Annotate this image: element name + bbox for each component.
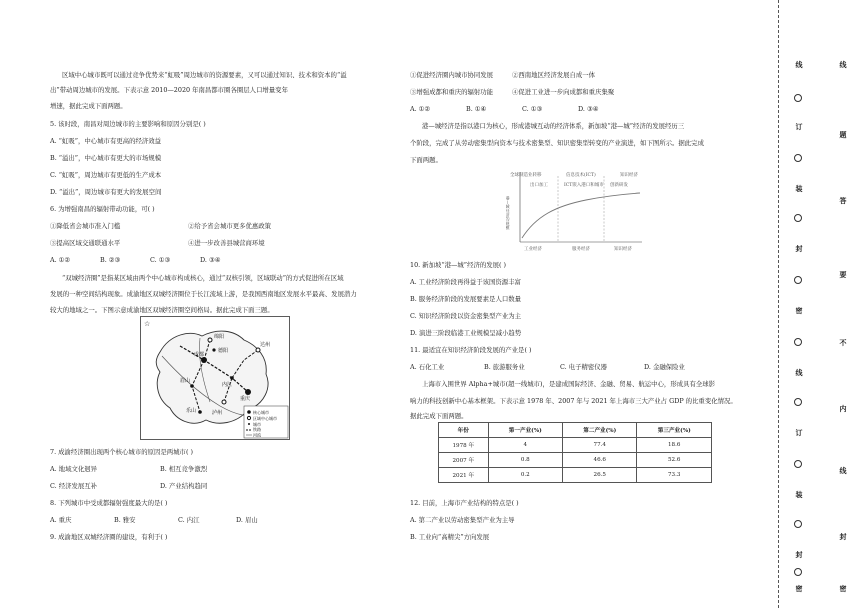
bind-char: 装 xyxy=(795,490,803,499)
bind-char: 订 xyxy=(795,122,803,131)
label-knowledge-top: 知识经济 xyxy=(620,173,638,178)
bind-circle xyxy=(794,276,802,284)
intro3-line2: 个阶段，完成了从劳动密集型向资本与技术密集型、知识密集型转变的产业演进，如下图所示。据此完成 xyxy=(410,139,704,147)
q9-option-c[interactable]: C. ①③ xyxy=(522,105,543,113)
intro3-line1: 港—城经济是指以港口为核心，形成港城互动的经济体系，新加坡“港—城”经济的发展经历三 xyxy=(422,122,685,130)
table-cell: 4 xyxy=(488,438,562,453)
binding-line xyxy=(778,0,780,608)
map-label-deyang: 德阳 xyxy=(218,348,229,354)
map-label-dazhou: 达州 xyxy=(260,342,271,348)
map-label-leshan: 乐山 xyxy=(186,408,197,414)
q9-option-a[interactable]: A. ①② xyxy=(410,105,431,113)
q11-option-d[interactable]: D. 金融保险业 xyxy=(644,363,685,371)
table-cell: 2021 年 xyxy=(439,468,489,483)
legend-city: 城市 xyxy=(253,422,261,427)
table-header-row xyxy=(439,423,712,438)
q8-option-d[interactable]: D. 眉山 xyxy=(236,516,258,524)
intro4-line1: 上海市入围世界 Alpha+城市(超一线城市)，是建成国际经济、金融、贸易、航运中心，形成具有全球影 xyxy=(422,380,716,388)
q6-option-c[interactable]: C. ①③ xyxy=(150,256,171,264)
bind-char: 线 xyxy=(795,368,803,377)
table-header-primary: 第一产业(%) xyxy=(488,423,562,438)
label-innovation: 创新研发 xyxy=(610,183,628,188)
bind-circle xyxy=(794,338,802,346)
table-header-tertiary: 第三产业(%) xyxy=(637,423,712,438)
q6-option-b[interactable]: B. ②③ xyxy=(100,256,121,264)
bind-circle xyxy=(794,214,802,222)
bind-circle xyxy=(794,520,802,528)
stage-industrial: 工业经济 xyxy=(524,247,542,252)
map-label-neijiang: 内江 xyxy=(222,382,233,388)
table-cell: 0.8 xyxy=(488,453,562,468)
q10-option-d[interactable]: D. 演进三阶段临港工业规模呈减小趋势 xyxy=(410,329,522,337)
map-label-luzhou: 泸州 xyxy=(212,410,223,416)
q5-stem: 5. 该时段，南昌对周边城市的主要影响和原因分别是( ) xyxy=(50,120,206,128)
q10-option-b[interactable]: B. 服务经济阶段的发展要素是人口数量 xyxy=(410,295,522,303)
q11-option-c[interactable]: C. 电子精密仪器 xyxy=(560,363,608,371)
q8-option-a[interactable]: A. 重庆 xyxy=(50,516,72,524)
q8-option-c[interactable]: C. 内江 xyxy=(178,516,200,524)
table-row xyxy=(439,468,712,483)
bind-char: 订 xyxy=(795,428,803,437)
q7-option-b[interactable]: B. 相互竞争激烈 xyxy=(160,465,208,473)
q5-option-b[interactable]: B. “溢出”，中心城市有更大的市场规模 xyxy=(50,154,162,162)
bind-char: 内 xyxy=(839,404,847,413)
stage-knowledge: 知识经济 xyxy=(614,247,632,252)
table-cell: 0.2 xyxy=(488,468,562,483)
q9-item-1: ①促进经济圈内城市协同发展 xyxy=(410,71,494,79)
q6-stem: 6. 为增强南昌的辐射带动功能，可( ) xyxy=(50,205,155,213)
map-label-chongqing: 重庆 xyxy=(240,396,251,402)
table-header-secondary: 第二产业(%) xyxy=(563,423,637,438)
q6-item-3: ③提高区域交通联通水平 xyxy=(50,239,121,247)
q11-option-b[interactable]: B. 旅游服务业 xyxy=(484,363,525,371)
bind-circle xyxy=(794,568,802,576)
bind-circle xyxy=(794,154,802,162)
q7-option-c[interactable]: C. 经济发展互补 xyxy=(50,482,98,490)
map-svg xyxy=(140,316,290,440)
q6-option-d[interactable]: D. ③④ xyxy=(200,256,221,264)
binding-inner-column xyxy=(792,0,806,608)
intro1-line3: 增速，据此完成下面两题。 xyxy=(50,102,127,110)
port-city-diagram xyxy=(506,166,646,252)
bind-char: 要 xyxy=(839,270,847,279)
q8-option-b[interactable]: B. 雅安 xyxy=(114,516,136,524)
map-label-chengdu: 成都 xyxy=(194,352,205,358)
binding-outer-column xyxy=(836,0,850,608)
table-row xyxy=(439,453,712,468)
label-global-manufacturing: 全球制造业转移 xyxy=(510,173,542,178)
intro4-line2: 响力的科技创新中心基本框架。下表示意 1978 年、2007 年与 2021 年上海市三大产业占 GDP 的比重变化情况。 xyxy=(410,397,737,405)
table-cell: 2007 年 xyxy=(439,453,489,468)
label-ict-port: ICT嵌入港口和城市 xyxy=(564,183,604,188)
curve-svg xyxy=(506,166,646,252)
q9-item-3: ③增强成都和重庆的辐射功能 xyxy=(410,88,494,96)
map-label-meishan: 眉山 xyxy=(180,378,191,384)
q7-option-a[interactable]: A. 地域文化迥异 xyxy=(50,465,98,473)
q7-stem: 7. 成渝经济圈出现两个核心城市的原因是两城市( ) xyxy=(50,448,193,456)
q10-option-a[interactable]: A. 工业经济阶段再得益于该国资源丰富 xyxy=(410,278,521,286)
intro4-line3: 据此完成下面两题。 xyxy=(410,412,468,420)
q9-option-d[interactable]: D. ③④ xyxy=(578,105,599,113)
q12-option-a[interactable]: A. 第二产业以劳动密集型产业为主导 xyxy=(410,516,515,524)
intro2-line1: “双城经济圈”是指某区域由两个中心城市构成核心，通过“双核引领，区域联动”的方式促进所在区域 xyxy=(62,274,344,282)
q6-item-4: ④进一步改善县城营商环境 xyxy=(188,239,265,247)
label-export-processing: 出口加工 xyxy=(530,183,548,188)
q5-option-d[interactable]: D. “溢出”，周边城市有更大的发展空间 xyxy=(50,188,162,196)
q5-option-a[interactable]: A. “虹吸”，中心城市有更高的经济效益 xyxy=(50,137,162,145)
bind-char: 线 xyxy=(839,60,847,69)
gdp-share-table xyxy=(438,422,712,483)
svg-text:☆: ☆ xyxy=(144,320,151,328)
q9-stem: 9. 成渝地区双城经济圈的建设，有利于( ) xyxy=(50,533,168,541)
bind-char: 线 xyxy=(795,60,803,69)
table-header-year: 年份 xyxy=(439,423,489,438)
bind-char: 不 xyxy=(839,338,847,347)
curve-ylabel: 港—城经济的规模 xyxy=(506,196,511,230)
bind-char: 密 xyxy=(795,584,803,593)
q8-stem: 8. 下列城市中受成都辐射强度最大的是( ) xyxy=(50,499,168,507)
intro2-line3: 较大的地域之一。下图示意成渝地区双城经济圈空间格局。据此完成下面三题。 xyxy=(50,306,274,314)
q12-option-b[interactable]: B. 工业向“高精尖”方向发展 xyxy=(410,533,490,541)
q11-option-a[interactable]: A. 石化工业 xyxy=(410,363,445,371)
q11-stem: 11. 最适宜在知识经济阶段发展的产业是( ) xyxy=(410,346,532,354)
bind-char: 封 xyxy=(795,244,803,253)
map-label-mianyang: 绵阳 xyxy=(214,334,225,340)
bind-char: 密 xyxy=(839,584,847,593)
q6-option-a[interactable]: A. ①② xyxy=(50,256,71,264)
table-cell: 77.4 xyxy=(563,438,637,453)
q6-item-2: ②给予省会城市更多优惠政策 xyxy=(188,222,272,230)
intro1-line1: 区域中心城市既可以通过竞争优势来“虹吸”周边城市的资源要素，又可以通过知识、技术和资本的“溢 xyxy=(62,71,347,79)
table-cell: 52.6 xyxy=(637,453,712,468)
bind-char: 密 xyxy=(795,306,803,315)
q9-item-2: ②西南地区经济发展自成一体 xyxy=(512,71,596,79)
bind-char: 题 xyxy=(839,130,847,139)
bind-circle xyxy=(794,460,802,468)
q9-item-4: ④促进工业进一步向成都和重庆集聚 xyxy=(512,88,615,96)
intro1-line2: 出”带动周边城市的发展。下表示意 2010—2020 年南昌都市圈各圈层人口增量变年 xyxy=(50,86,288,94)
bind-char: 装 xyxy=(795,184,803,193)
table-cell: 18.6 xyxy=(637,438,712,453)
chengyu-map xyxy=(140,316,290,440)
q6-item-1: ①降低省会城市准入门槛 xyxy=(50,222,121,230)
legend-regional-city: 区域中心城市 xyxy=(253,416,277,421)
map-legend xyxy=(244,406,288,438)
bind-circle xyxy=(794,94,802,102)
bind-char: 封 xyxy=(839,532,847,541)
legend-core-city: 核心城市 xyxy=(253,410,269,415)
stage-service: 服务经济 xyxy=(572,247,590,252)
q12-stem: 12. 目前，上海市产业结构的特点是( ) xyxy=(410,499,519,507)
bind-circle xyxy=(794,398,802,406)
q10-stem: 10. 新加坡“港—城”经济的发展( ) xyxy=(410,261,507,269)
q7-option-d[interactable]: D. 产业结构趋同 xyxy=(160,482,208,490)
legend-railway: 铁路 xyxy=(253,427,261,432)
legend-river: 河流 xyxy=(253,432,261,438)
intro3-line3: 下面两题。 xyxy=(410,156,442,164)
table-cell: 1978 年 xyxy=(439,438,489,453)
label-ict: 信息技术(ICT) xyxy=(566,173,596,178)
bind-char: 线 xyxy=(839,466,847,475)
table-cell: 46.6 xyxy=(563,453,637,468)
table-row xyxy=(439,438,712,453)
bind-char: 答 xyxy=(839,196,847,205)
q9-option-b[interactable]: B. ①④ xyxy=(466,105,487,113)
q10-option-c[interactable]: C. 知识经济阶段以资金密集型产业为主 xyxy=(410,312,521,320)
q5-option-c[interactable]: C. “虹吸”，周边城市有更低的生产成本 xyxy=(50,171,162,179)
table-cell: 26.5 xyxy=(563,468,637,483)
bind-char: 封 xyxy=(795,550,803,559)
chongqing-marker xyxy=(245,389,251,395)
intro2-line2: 发展的一种空间结构现象。成渝地区双城经济圈位于长江流域上游，是我国西南地区发展水平最高、发展潜力 xyxy=(50,290,357,298)
table-cell: 73.3 xyxy=(637,468,712,483)
